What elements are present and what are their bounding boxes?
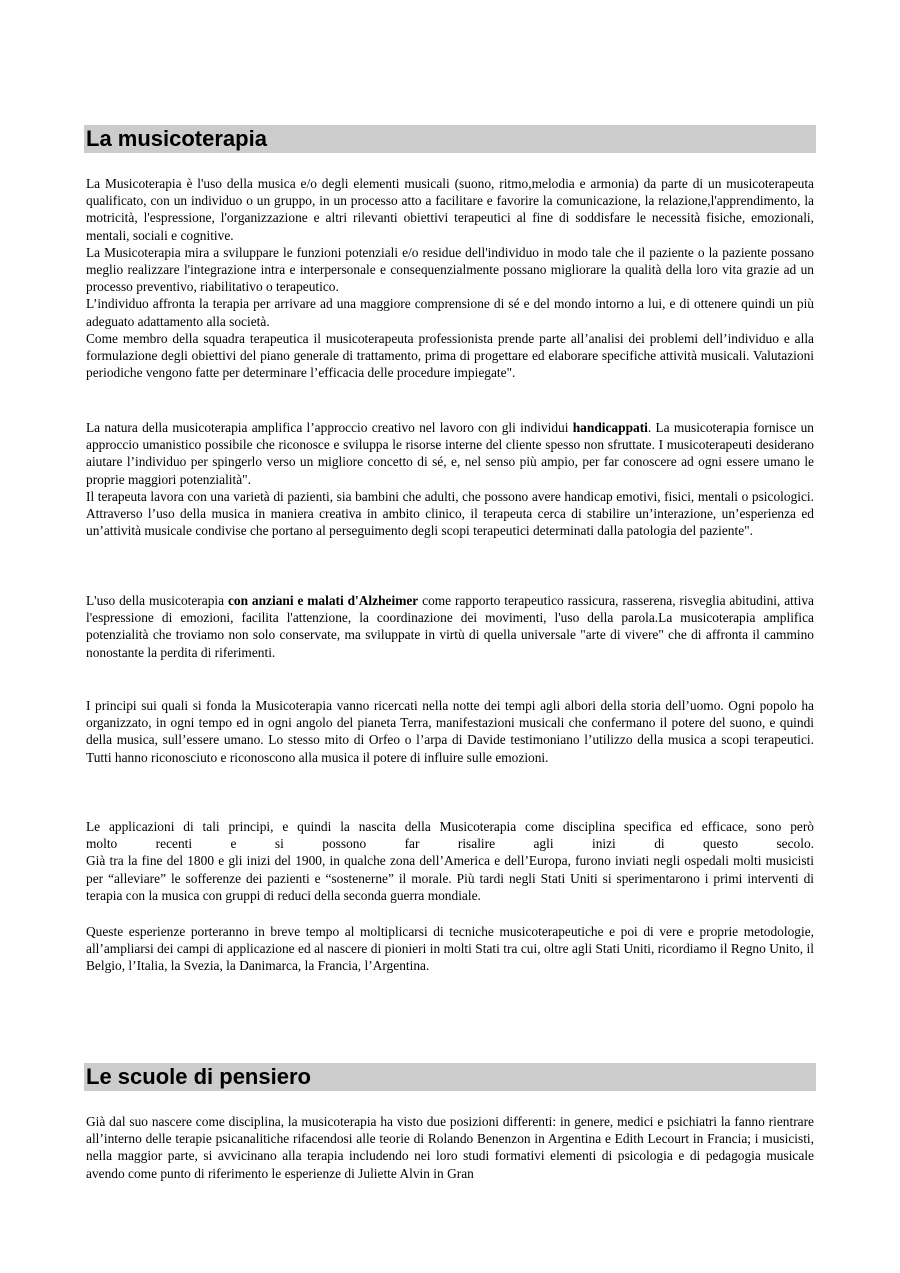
paragraph-text: molto recenti e si possono far risalire agli inizi di questo secolo. bbox=[86, 836, 814, 852]
paragraph-scuole bbox=[86, 1113, 814, 1182]
paragraph-text: Queste esperienze porteranno in breve tempo al moltiplicarsi di tecniche musicoterapeutiche e poi di vere e proprie metodologie, all’ampliarsi dei campi di applicazione ed al nascere di pionieri in molti Stati tra cui, oltre agli Stati Uniti, ricordiamo il Regno Unito, il Belgio, l’Italia, la Svezia, la Danimarca, la Francia, l’Argentina. bbox=[86, 924, 814, 974]
paragraph-text: . La musicoterapia fornisce un approccio umanistico possibile che riconosce e sviluppa le risorse interne del cliente spesso non sfruttate. I musicoterapeuti desiderano aiutare l’individuo per spingerlo verso un migliore concetto di sé, e, nel senso più ampio, per far conoscere ad ogni essere umano le proprie maggiori potenzialità". bbox=[86, 420, 814, 487]
paragraph-bold-text: con anziani e malati d'Alzheimer bbox=[227, 593, 419, 608]
paragraph-text: La natura della musicoterapia amplifica l’approccio creativo nel lavoro con gli individui bbox=[86, 420, 573, 435]
paragraph-text: Già tra la fine del 1800 e gli inizi del 1900, in qualche zona dell’America e dell’Europa, furono inviati negli ospedali molti musicisti per “alleviare” le sofferenze dei pazienti e “sostenerne” il morale. Più tardi negli Stati Uniti si sperimentarono i primi interventi di terapia con la musica con gruppi di reduci della seconda guerra mondiale. bbox=[86, 853, 814, 903]
paragraph-text: I principi sui quali si fonda la Musicoterapia vanno ricercati nella notte dei tempi agli albori della storia dell’uomo. Ogni popolo ha organizzato, in ogni tempo ed in ogni angolo del pianeta Terra, manifestazioni musicali che confermano il potere del suono, e quindi della musica, sull’essere umano. Lo stesso mito di Orfeo o l’arpa di Davide testimoniano l’utilizzo della musica a scopi terapeutici. Tutti hanno riconosciuto e riconoscono alla musica il potere di influire sulle emozioni. bbox=[86, 698, 814, 765]
paragraph-bold-text: handicappati bbox=[572, 420, 648, 435]
paragraph-definition bbox=[86, 175, 814, 381]
paragraph-text: come rapporto terapeutico rassicura, rasserena, risveglia abitudini, attiva l'espressione di emozioni, facilita l'attenzione, la coordinazione dei movimenti, l'uso della parola.La musicoterapia amplifica potenzialità che troviamo non solo conservate, ma sviluppate in virtù di quella universale "arte di vivere" che di affronta il cammino nonostante la perdita di riferimenti. bbox=[86, 593, 814, 660]
paragraph-text: La Musicoterapia è l'uso della musica e/o degli elementi musicali (suono, ritmo,melodia e armonia) da parte di un musicoterapeuta qualificato, con un individuo o un gruppo, in un processo atto a facilitare e favorire la comunicazione, la relazione,l'apprendimento, la motricità, l'espressione, l'organizzazione e altri rilevanti obiettivi terapeutici al fine di soddisfare le necessità fisiche, emozionali, mentali, sociali e cognitive. bbox=[86, 176, 814, 243]
paragraph-text: L'uso della musicoterapia bbox=[86, 593, 228, 608]
paragraph-alzheimer bbox=[86, 592, 814, 661]
paragraph-text: L’individuo affronta la terapia per arrivare ad una maggiore comprensione di sé e del mondo intorno a lui, e di ottenere quindi un più adeguato adattamento alla società. bbox=[86, 296, 814, 329]
paragraph-principi bbox=[86, 697, 814, 766]
paragraph-text: Già dal suo nascere come disciplina, la musicoterapia ha visto due posizioni differenti: in genere, medici e psichiatri la fanno rientrare all’interno delle terapie psicanalitiche rifacendosi alle teorie di Rolando Benenzon in Argentina e Edith Lecourt in Francia; i musicisti, nella maggior parte, si avvicinano alla terapia includendo nei loro studi formativi elementi di psicologia e di pedagogia musicale avendo come punto di riferimento le esperienze di Juliette Alvin in Gran bbox=[86, 1114, 814, 1181]
paragraph-esperienze bbox=[86, 923, 814, 975]
section-heading-musicoterapia: La musicoterapia bbox=[84, 125, 816, 153]
paragraph-text: La Musicoterapia mira a sviluppare le funzioni potenziali e/o residue dell'individuo in modo tale che il paziente o la paziente possano meglio realizzare l'integrazione intra e interpersonale e consequenzialmente possano migliorare la qualità della loro vita grazie ad un processo preventivo, riabilitativo o terapeutico. bbox=[86, 244, 814, 295]
paragraph-text: Come membro della squadra terapeutica il musicoterapeuta professionista prende parte all’analisi dei problemi dell’individuo e alla formulazione degli obiettivi del piano generale di trattamento, prima di progettare ed elaborare specifiche attività musicali. Valutazioni periodiche vengono fatte per determinare l’efficacia delle procedure impiegate". bbox=[86, 330, 814, 381]
section-heading-scuole: Le scuole di pensiero bbox=[84, 1063, 816, 1091]
paragraph-text: Le applicazioni di tali principi, e quindi la nascita della Musicoterapia come disciplina specifica ed efficace, sono però bbox=[86, 819, 814, 834]
paragraph-text: Il terapeuta lavora con una varietà di pazienti, sia bambini che adulti, che possono avere handicap emotivi, fisici, mentali o psicologici. Attraverso l’uso della musica in maniera creativa in ambito clinico, il terapeuta cerca di stabilire un’interazione, un’esperienza ed un’attività musicale condivise che portano al perseguimento degli scopi terapeutici determinati dalla patologia del paziente". bbox=[86, 488, 814, 539]
paragraph-applicazioni bbox=[86, 818, 814, 904]
paragraph-natura bbox=[86, 419, 814, 539]
